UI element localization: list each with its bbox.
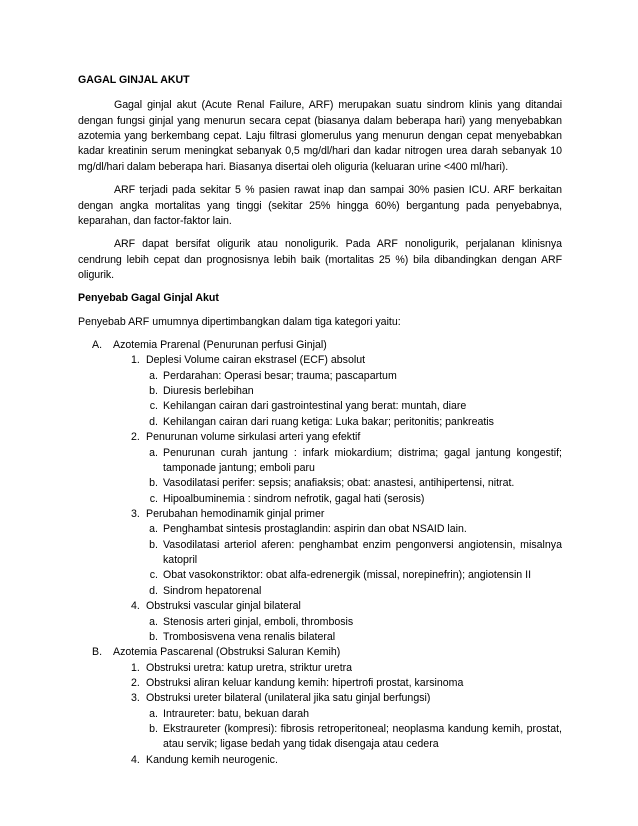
sub-cause-item	[146, 415, 562, 430]
category-item	[78, 338, 562, 645]
list-marker: 1.	[131, 354, 140, 367]
sub-cause-text: Penurunan curah jantung : infark miokardium; distrima; gagal jantung kongestif; tamponade jantung; emboli paru	[163, 446, 562, 474]
cause-item-label: Obstruksi vascular ginjal bilateral	[146, 600, 301, 613]
sub-cause-list	[146, 707, 562, 753]
cause-item-list	[113, 661, 562, 769]
list-marker: b.	[149, 477, 158, 490]
sub-cause-item	[146, 369, 562, 384]
cause-item	[113, 599, 562, 645]
list-marker: b.	[149, 723, 158, 736]
sub-cause-item	[146, 568, 562, 583]
category-label: Azotemia Pascarenal (Obstruksi Saluran Kemih)	[113, 646, 341, 659]
document-title: GAGAL GINJAL AKUT	[78, 74, 190, 86]
paragraph-incidence: ARF terjadi pada sekitar 5 % pasien rawat inap dan sampai 30% pasien ICU. ARF berkaitan dengan angka mortalitas yang tinggi (sekitar 25% hingga 60%) bergantung pada penyebabnya, keparahan, dan factor-faktor lain.	[78, 184, 562, 227]
sub-cause-text: Ekstraureter (kompresi): fibrosis retroperitoneal; neoplasma kandung kemih, prostat, atau servik; ligase bedah yang tidak disengaja atau cedera	[163, 723, 562, 751]
cause-category-list	[78, 338, 562, 768]
cause-item	[113, 753, 562, 768]
sub-cause-list	[146, 446, 562, 507]
sub-cause-item	[146, 538, 562, 569]
category-item	[78, 645, 562, 768]
list-marker: c.	[149, 569, 158, 582]
cause-item	[113, 676, 562, 691]
cause-item-label: Obstruksi aliran keluar kandung kemih: hipertrofi prostat, karsinoma	[146, 676, 464, 689]
cause-item-label: Perubahan hemodinamik ginjal primer	[146, 507, 325, 520]
sub-cause-item	[146, 522, 562, 537]
sub-cause-text: Hipoalbuminemia : sindrom nefrotik, gagal hati (serosis)	[163, 492, 425, 505]
cause-item-label: Obstruksi ureter bilateral (unilateral jika satu ginjal berfungsi)	[146, 692, 431, 705]
cause-item-label: Kandung kemih neurogenic.	[146, 753, 278, 766]
section-intro: Penyebab ARF umumnya dipertimbangkan dalam tiga kategori yaitu:	[78, 315, 401, 328]
list-marker: b.	[149, 538, 158, 551]
sub-cause-item	[146, 476, 562, 491]
sub-cause-text: Sindrom hepatorenal	[163, 584, 262, 597]
sub-cause-text: Vasodilatasi arteriol aferen: penghambat enzim pengonversi angiotensin, misalnya katopril	[163, 538, 562, 567]
list-marker: 4.	[131, 600, 140, 613]
cause-item	[113, 661, 562, 676]
list-marker: 2.	[131, 431, 140, 444]
cause-item	[113, 353, 562, 430]
sub-cause-item	[146, 446, 562, 477]
list-marker: d.	[149, 415, 158, 428]
sub-cause-list	[146, 522, 562, 599]
sub-cause-item	[146, 384, 562, 399]
list-marker: a.	[149, 615, 158, 628]
list-marker: 2.	[131, 676, 140, 689]
paragraph-definition: Gagal ginjal akut (Acute Renal Failure, ARF) merupakan suatu sindrom klinis yang ditandai dengan fungsi ginjal yang menurun secara cepat (biasanya dalam beberapa hari) yang menyebabkan azotemia yang berkembang cepat. Laju filtrasi glomerulus yang menurun dengan cepat menyebabkan kadar kreatinin serum meningkat sebanyak 0,5 mg/dl/hari dan kadar nitrogen urea darah sebanyak 10 mg/dl/hari dalam beberapa hari. Biasanya disertai oleh oliguria (keluaran urine <400 ml/hari).	[78, 99, 562, 173]
list-marker: a.	[149, 369, 158, 382]
list-marker: c.	[149, 492, 158, 505]
cause-item	[113, 507, 562, 599]
list-marker: 1.	[131, 661, 140, 674]
sub-cause-text: Trombosisvena vena renalis bilateral	[163, 630, 336, 643]
category-label: Azotemia Prarenal (Penurunan perfusi Ginjal)	[113, 339, 327, 352]
sub-cause-item	[146, 630, 562, 645]
list-marker: d.	[149, 584, 158, 597]
sub-cause-text: Diuresis berlebihan	[163, 385, 254, 398]
document-page	[78, 73, 562, 768]
section-heading: Penyebab Gagal Ginjal Akut	[78, 292, 219, 305]
sub-cause-text: Kehilangan cairan dari ruang ketiga: Luka bakar; peritonitis; pankreatis	[163, 415, 494, 428]
list-marker: 3.	[131, 507, 140, 520]
sub-cause-item	[146, 492, 562, 507]
list-marker: c.	[149, 400, 158, 413]
cause-item-label: Deplesi Volume cairan ekstrasel (ECF) absolut	[146, 354, 366, 367]
sub-cause-item	[146, 722, 562, 753]
list-marker: B.	[92, 646, 103, 659]
list-marker: b.	[149, 630, 158, 643]
sub-cause-item	[146, 584, 562, 599]
sub-cause-item	[146, 399, 562, 414]
cause-item-label: Penurunan volume sirkulasi arteri yang efektif	[146, 431, 361, 444]
sub-cause-text: Penghambat sintesis prostaglandin: aspirin dan obat NSAID lain.	[163, 523, 467, 536]
sub-cause-text: Vasodilatasi perifer: sepsis; anafiaksis; obat: anastesi, antihipertensi, nitrat.	[163, 477, 515, 490]
sub-cause-list	[146, 615, 562, 646]
list-marker: 4.	[131, 753, 140, 766]
sub-cause-item	[146, 707, 562, 722]
list-marker: 3.	[131, 692, 140, 705]
sub-cause-text: Obat vasokonstriktor: obat alfa-edrenergik (missal, norepinefrin); angiotensin II	[163, 569, 532, 582]
cause-item-label: Obstruksi uretra: katup uretra, striktur uretra	[146, 661, 353, 674]
list-marker: a.	[149, 446, 158, 459]
cause-item-list	[113, 353, 562, 645]
cause-item	[113, 691, 562, 752]
sub-cause-text: Stenosis arteri ginjal, emboli, thrombosis	[163, 615, 354, 628]
list-marker: a.	[149, 523, 158, 536]
list-marker: A.	[92, 339, 103, 352]
cause-item	[113, 430, 562, 507]
list-marker: b.	[149, 385, 158, 398]
sub-cause-text: Intraureter: batu, bekuan darah	[163, 707, 310, 720]
sub-cause-text: Kehilangan cairan dari gastrointestinal yang berat: muntah, diare	[163, 400, 467, 413]
sub-cause-list	[146, 369, 562, 430]
paragraph-oliguric: ARF dapat bersifat oligurik atau nonoligurik. Pada ARF nonoligurik, perjalanan klinisnya cendrung lebih cepat dan prognosisnya lebih baik (mortalitas 25 %) bila dibandingkan dengan ARF oligurik.	[78, 238, 562, 281]
list-marker: a.	[149, 707, 158, 720]
sub-cause-text: Perdarahan: Operasi besar; trauma; pascapartum	[163, 369, 397, 382]
sub-cause-item	[146, 615, 562, 630]
